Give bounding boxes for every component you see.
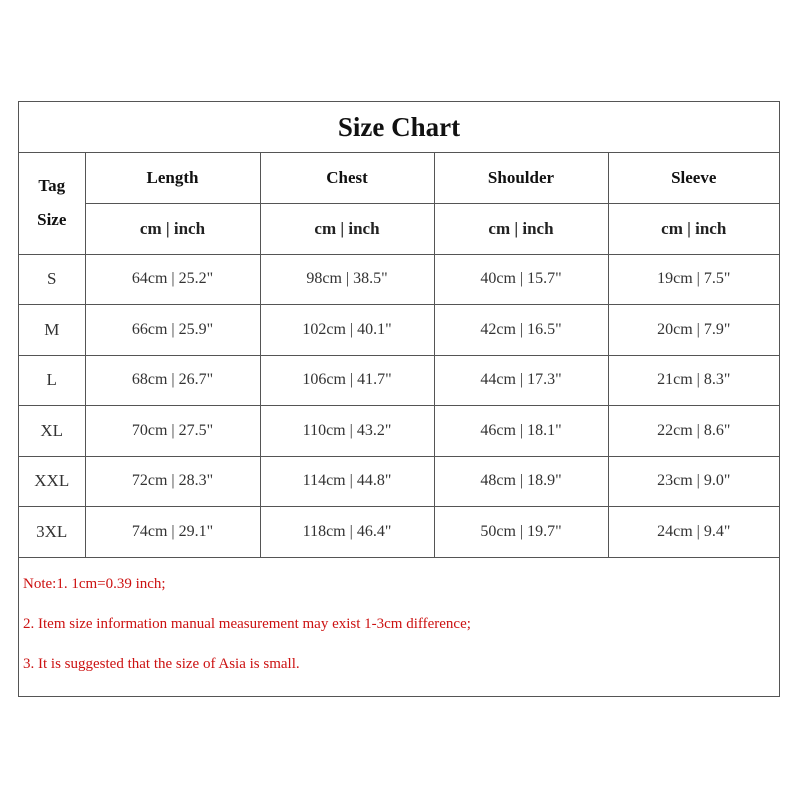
tag-size-header: [19, 153, 85, 254]
unit-sleeve: cm | inch: [608, 204, 779, 255]
shoulder-cell: 44cm | 17.3": [434, 355, 608, 406]
sleeve-cell: 21cm | 8.3": [608, 355, 779, 406]
size-cell: XXL: [19, 456, 85, 507]
size-cell: M: [19, 305, 85, 356]
size-cell: S: [19, 254, 85, 305]
tag-label: Tag: [38, 176, 66, 196]
column-header-chest: Chest: [260, 153, 434, 204]
chest-cell: 118cm | 46.4": [260, 507, 434, 558]
size-chart-frame: [18, 101, 780, 697]
table-row: [19, 305, 779, 356]
length-cell: 70cm | 27.5": [85, 406, 260, 457]
length-cell: 72cm | 28.3": [85, 456, 260, 507]
length-cell: 64cm | 25.2": [85, 254, 260, 305]
table-row: [19, 507, 779, 558]
length-cell: 68cm | 26.7": [85, 355, 260, 406]
length-cell: 66cm | 25.9": [85, 305, 260, 356]
table-row: [19, 456, 779, 507]
sleeve-cell: 20cm | 7.9": [608, 305, 779, 356]
chest-cell: 110cm | 43.2": [260, 406, 434, 457]
chest-cell: 114cm | 44.8": [260, 456, 434, 507]
unit-length: cm | inch: [85, 204, 260, 255]
note-3: 3. It is suggested that the size of Asia is small.: [23, 656, 300, 672]
table-row: [19, 406, 779, 457]
unit-row: [19, 204, 779, 255]
size-cell: 3XL: [19, 507, 85, 558]
size-label: Size: [37, 210, 67, 230]
header-row: [19, 153, 779, 204]
shoulder-cell: 42cm | 16.5": [434, 305, 608, 356]
chest-cell: 102cm | 40.1": [260, 305, 434, 356]
shoulder-cell: 50cm | 19.7": [434, 507, 608, 558]
table-row: [19, 355, 779, 406]
size-cell: L: [19, 355, 85, 406]
size-table: [19, 153, 779, 558]
column-header-shoulder: Shoulder: [434, 153, 608, 204]
size-cell: XL: [19, 406, 85, 457]
sleeve-cell: 19cm | 7.5": [608, 254, 779, 305]
column-header-length: Length: [85, 153, 260, 204]
chart-title: Size Chart: [19, 102, 779, 153]
note-1: Note:1. 1cm=0.39 inch;: [23, 576, 166, 592]
shoulder-cell: 46cm | 18.1": [434, 406, 608, 457]
length-cell: 74cm | 29.1": [85, 507, 260, 558]
note-2: 2. Item size information manual measurement may exist 1-3cm difference;: [23, 616, 471, 632]
table-row: [19, 254, 779, 305]
chest-cell: 106cm | 41.7": [260, 355, 434, 406]
column-header-sleeve: Sleeve: [608, 153, 779, 204]
sleeve-cell: 24cm | 9.4": [608, 507, 779, 558]
unit-shoulder: cm | inch: [434, 204, 608, 255]
shoulder-cell: 48cm | 18.9": [434, 456, 608, 507]
chest-cell: 98cm | 38.5": [260, 254, 434, 305]
sleeve-cell: 23cm | 9.0": [608, 456, 779, 507]
sleeve-cell: 22cm | 8.6": [608, 406, 779, 457]
shoulder-cell: 40cm | 15.7": [434, 254, 608, 305]
unit-chest: cm | inch: [260, 204, 434, 255]
